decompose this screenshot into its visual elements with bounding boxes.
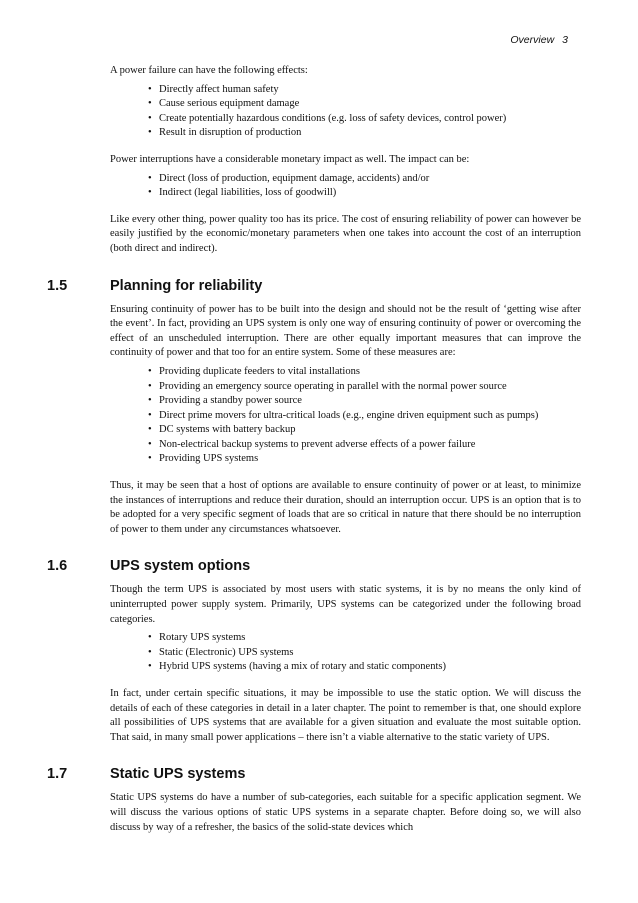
bullet-list-options <box>110 631 581 675</box>
list-item: • Non-electrical backup systems to prevent adverse effects of a power failure <box>148 438 581 453</box>
paragraph: In fact, under certain specific situations, it may be impossible to use the static option. We will discuss the details of each of these categories in detail in a later chapter. The point to remember is that, one should explore all possibilities of UPS systems that are available for a given situation and evaluate the most suitable option. That said, in many small power applications – there isn’t a viable alternative to the static variety of UPS. <box>110 688 581 743</box>
page-body <box>47 64 581 847</box>
list-item: • Directly affect human safety <box>148 83 581 98</box>
paragraph: Ensuring continuity of power has to be built into the design and should not be the result of ‘getting wise after the event’. In fact, providing an UPS system is only one way of ensuring continuity of power or overcoming the effect of an unscheduled interruption. There are other equally important measures that can improve the continuity of power and that too for an entire system. Some of these measures are: <box>110 303 581 359</box>
list-item: • Providing an emergency source operating in parallel with the normal power source <box>148 380 581 395</box>
list-item: • Cause serious equipment damage <box>148 97 581 112</box>
bullet-list-impacts <box>110 172 581 201</box>
section-number: 1.7 <box>47 766 68 783</box>
bullet-list-effects <box>110 83 581 141</box>
page-number: 3 <box>562 34 568 46</box>
paragraph: Thus, it may be seen that a host of options are available to ensure continuity of power or at least, to minimize the instances of interruptions and reduce their duration, should an interruption occur. UPS is an option that is to be adopted for a very specific segment of loads that are so critical in nature that there should be no interruption of power to them under any circumstances whatsoever. <box>110 480 581 535</box>
list-item: • Hybrid UPS systems (having a mix of rotary and static components) <box>148 660 581 675</box>
list-item: • Indirect (legal liabilities, loss of goodwill) <box>148 186 581 201</box>
section-title: Planning for reliability <box>110 277 263 294</box>
list-item: • Direct (loss of production, equipment damage, accidents) and/or <box>148 172 581 187</box>
section-heading-1-7 <box>47 765 581 783</box>
list-item: • Create potentially hazardous conditions (e.g. loss of safety devices, control power) <box>148 112 581 127</box>
section-heading-1-5 <box>47 277 581 295</box>
paragraph: Static UPS systems do have a number of sub-categories, each suitable for a specific application segment. We will discuss the various options of static UPS systems in a separate chapter. Before doing so, we will also discuss by way of a refresher, the basics of the solid-state devices which <box>110 792 581 833</box>
paragraph: Power interruptions have a considerable monetary impact as well. The impact can be: <box>110 153 470 165</box>
section-number: 1.6 <box>47 558 68 575</box>
paragraph: A power failure can have the following effects: <box>110 65 308 76</box>
list-item: • DC systems with battery backup <box>148 423 581 438</box>
list-item: • Rotary UPS systems <box>148 631 581 646</box>
section-title: Static UPS systems <box>110 766 246 783</box>
section-title: UPS system options <box>110 558 251 575</box>
paragraph: Like every other thing, power quality too has its price. The cost of ensuring reliability of power can however be easily justified by the economic/monetary parameters when one takes into account the cost of an interruption (both direct and indirect). <box>110 213 581 254</box>
list-item: • Result in disruption of production <box>148 126 581 141</box>
section-heading-1-6 <box>47 557 581 575</box>
running-header <box>510 34 568 46</box>
list-item: • Direct prime movers for ultra-critical loads (e.g., engine driven equipment such as pumps) <box>148 409 581 424</box>
bullet-list-measures <box>110 365 581 467</box>
paragraph: Though the term UPS is associated by most users with static systems, it is by no means the only kind of uninterrupted power supply system. Primarily, UPS systems can be categorized under the following broad categories. <box>110 584 581 625</box>
list-item: • Providing UPS systems <box>148 452 581 467</box>
header-title: Overview <box>510 34 555 46</box>
list-item: • Static (Electronic) UPS systems <box>148 646 581 661</box>
list-item: • Providing a standby power source <box>148 394 581 409</box>
section-number: 1.5 <box>47 277 68 294</box>
list-item: • Providing duplicate feeders to vital installations <box>148 365 581 380</box>
